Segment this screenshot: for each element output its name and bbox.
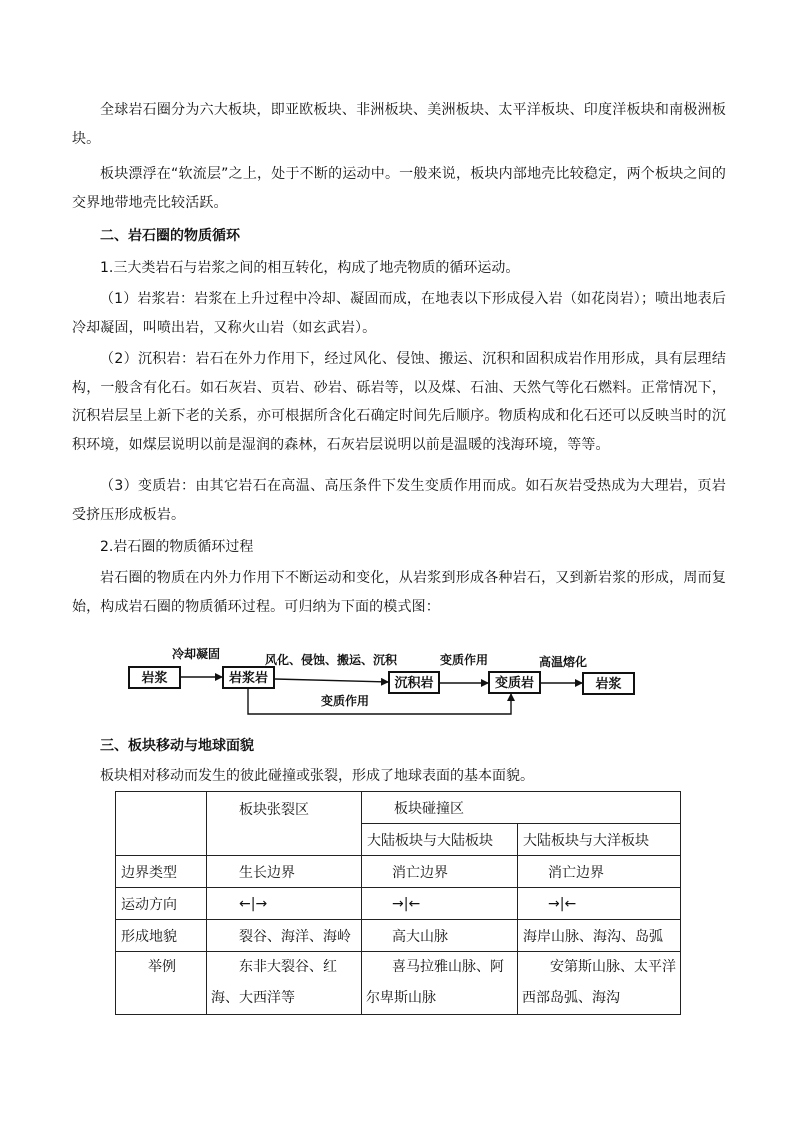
metamorphic-rock-paragraph: （3）变质岩：由其它岩石在高温、高压条件下发生变质作用而成。如石灰岩受热成为大理岩，页岩受挤压形成板岩。 [72, 478, 726, 523]
table-row [116, 920, 681, 952]
svg-text:变质岩: 变质岩 [494, 676, 535, 691]
subheader-continental-oceanic: 大陆板块与大洋板块 [518, 824, 681, 856]
svg-text:沉积岩: 沉积岩 [394, 676, 434, 691]
cell-example-co: 安第斯山脉、太平洋西部岛弧、海沟 [518, 952, 681, 1015]
row-label-boundary: 边界类型 [116, 856, 207, 888]
cell-boundary-co: 消亡边界 [518, 856, 681, 888]
new-magma-box [583, 673, 634, 694]
section2-item1: 1.三大类岩石与岩浆之间的相互转化，构成了地壳物质的循环运动。 [100, 260, 520, 276]
cell-motion-co: →|← [518, 888, 681, 920]
svg-text:岩浆: 岩浆 [141, 671, 168, 686]
row-label-example: 举例 [116, 952, 207, 1015]
magmatic-rock-box [223, 667, 274, 688]
cell-example-rift: 东非大裂谷、红海、大西洋等 [207, 952, 362, 1015]
subheader-continental-continental: 大陆板块与大陆板块 [362, 824, 518, 856]
table-row [116, 888, 681, 920]
rock-cycle-diagram [120, 641, 640, 719]
label-metamorphism: 变质作用 [439, 653, 489, 667]
section2-heading: 二、岩石圈的物质循环 [100, 228, 240, 244]
arrow-metamorphism-bottom [248, 689, 511, 714]
table-row [116, 952, 681, 1015]
label-melting: 高温熔化 [538, 655, 588, 669]
cell-landform-co: 海岸山脉、海沟、岛弧 [518, 920, 681, 952]
cell-motion-cc: →|← [362, 888, 518, 920]
svg-text:岩浆岩: 岩浆岩 [228, 671, 269, 686]
cell-landform-rift: 裂谷、海洋、海岭 [207, 920, 362, 952]
section3-heading: 三、板块移动与地球面貌 [100, 738, 254, 754]
sedimentary-rock-box [389, 672, 439, 693]
header-rift-zone: 板块张裂区 [207, 792, 362, 856]
section3-intro: 板块相对移动而发生的彼此碰撞或张裂，形成了地球表面的基本面貌。 [100, 768, 534, 784]
arrow-weathering [275, 679, 388, 682]
metamorphic-rock-box [489, 672, 540, 693]
label-weathering: 风化、侵蚀、搬运、沉积 [264, 653, 398, 667]
cell-motion-rift: ←|→ [207, 888, 362, 920]
row-label-motion: 运动方向 [116, 888, 207, 920]
cell-boundary-rift: 生长边界 [207, 856, 362, 888]
header-collision-zone: 板块碰撞区 [362, 792, 681, 824]
svg-text:岩浆: 岩浆 [595, 677, 622, 692]
paragraph-plates: 全球岩石圈分为六大板块，即亚欧板块、非洲板块、美洲板块、太平洋板块、印度洋板块和南极洲板块。 [72, 102, 726, 147]
row-label-landform: 形成地貌 [116, 920, 207, 952]
paragraph-drift: 板块漂浮在“软流层”之上，处于不断的运动中。一般来说，板块内部地壳比较稳定，两个板块之间的交界地带地壳比较活跃。 [72, 166, 726, 211]
magma-rock-paragraph: （1）岩浆岩：岩浆在上升过程中冷却、凝固而成，在地表以下形成侵入岩（如花岗岩）；喷出地表后冷却凝固，叫喷出岩，又称火山岩（如玄武岩）。 [72, 291, 726, 336]
cell-example-cc: 喜马拉雅山脉、阿尔卑斯山脉 [362, 952, 518, 1015]
label-cooling: 冷却凝固 [171, 647, 221, 661]
sedimentary-rock-paragraph: （2）沉积岩：岩石在外力作用下，经过风化、侵蚀、搬运、沉积和固积成岩作用形成，具有层理结构，一般含有化石。如石灰岩、页岩、砂岩、砾岩等，以及煤、石油、天然气等化石燃料。正常情况下，沉积岩层呈上新下老的关系，亦可根据所含化石确定时间先后顺序。物质构成和化石还可以反映当时的沉积环境，如煤层说明以前是湿润的森林，石灰岩层说明以前是温暖的浅海环境，等等。 [72, 351, 726, 453]
table-row [116, 856, 681, 888]
section2-item2: 2.岩石圈的物质循环过程 [100, 539, 254, 555]
table-corner-cell [116, 792, 207, 856]
cell-landform-cc: 高大山脉 [362, 920, 518, 952]
magma-box [129, 667, 180, 688]
plate-boundary-table [115, 791, 681, 1015]
cell-boundary-cc: 消亡边界 [362, 856, 518, 888]
process-paragraph: 岩石圈的物质在内外力作用下不断运动和变化，从岩浆到形成各种岩石，又到新岩浆的形成，周而复始，构成岩石圈的物质循环过程。可归纳为下面的模式图： [72, 570, 726, 615]
label-metamorphism-bottom: 变质作用 [320, 694, 370, 708]
